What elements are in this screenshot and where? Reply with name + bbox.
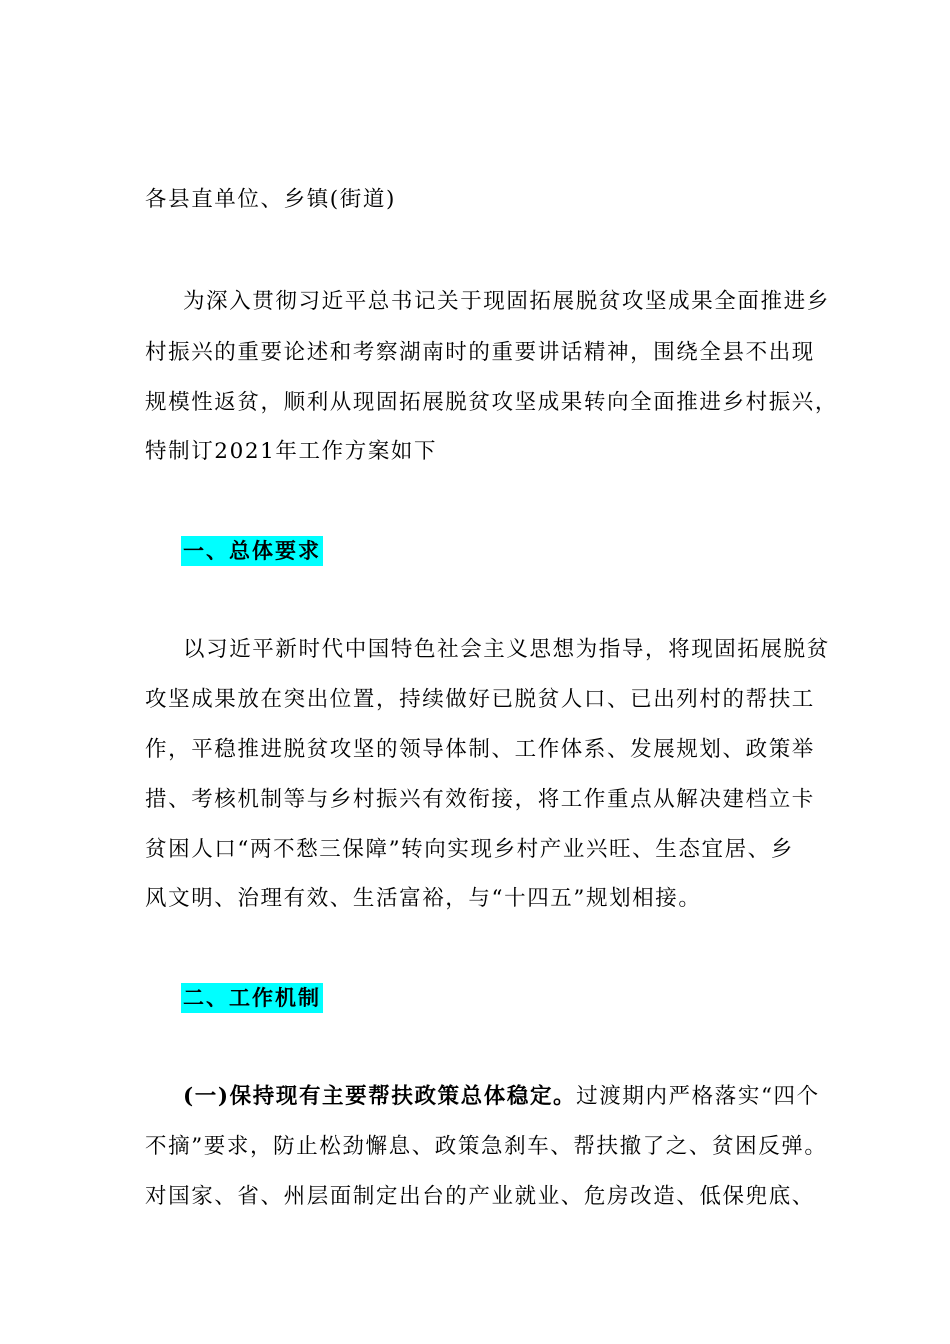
intro-line-4: 特制订2021年工作方案如下 bbox=[145, 439, 438, 464]
section-heading-1: 一、总体要求 bbox=[181, 536, 323, 566]
section1-line-2: 攻坚成果放在突出位置，持续做好已脱贫人口、已出列村的帮扶工 bbox=[145, 687, 815, 712]
section1-line-6: 风文明、治理有效、生活富裕，与“十四五”规划相接。 bbox=[145, 886, 702, 911]
section1-line-4: 措、考核机制等与乡村振兴有效衔接，将工作重点从解决建档立卡 bbox=[145, 787, 815, 812]
recipient-line: 各县直单位、乡镇(街道) bbox=[145, 187, 396, 212]
section-heading-2: 二、工作机制 bbox=[181, 983, 323, 1013]
section1-line-3: 作，平稳推进脱贫攻坚的领导体制、工作体系、发展规划、政策举 bbox=[145, 737, 815, 762]
intro-line-1: 为深入贯彻习近平总书记关于现固拓展脱贫攻坚成果全面推进乡 bbox=[183, 289, 830, 314]
section1-line-1: 以习近平新时代中国特色社会主义思想为指导，将现固拓展脱贫 bbox=[183, 637, 830, 662]
item1-title: (一)保持现有主要帮扶政策总体稳定。 bbox=[183, 1084, 577, 1109]
intro-line-2: 村振兴的重要论述和考察湖南时的重要讲话精神，围绕全县不出现 bbox=[145, 340, 815, 365]
section2-line-1 bbox=[183, 1082, 820, 1112]
intro-line-3: 规模性返贫，顺利从现固拓展脱贫攻坚成果转向全面推进乡村振兴， bbox=[145, 390, 839, 415]
section2-line-3: 对国家、省、州层面制定出台的产业就业、危房改造、低保兜底、 bbox=[145, 1184, 815, 1209]
item1-text: 过渡期内严格落实“四个 bbox=[576, 1084, 820, 1109]
section2-line-2: 不摘”要求，防止松劲懈息、政策急刹车、帮扶撤了之、贫困反弹。 bbox=[145, 1134, 828, 1159]
section1-line-5: 贫困人口“两不愁三保障”转向实现乡村产业兴旺、生态宜居、乡 bbox=[145, 837, 794, 862]
